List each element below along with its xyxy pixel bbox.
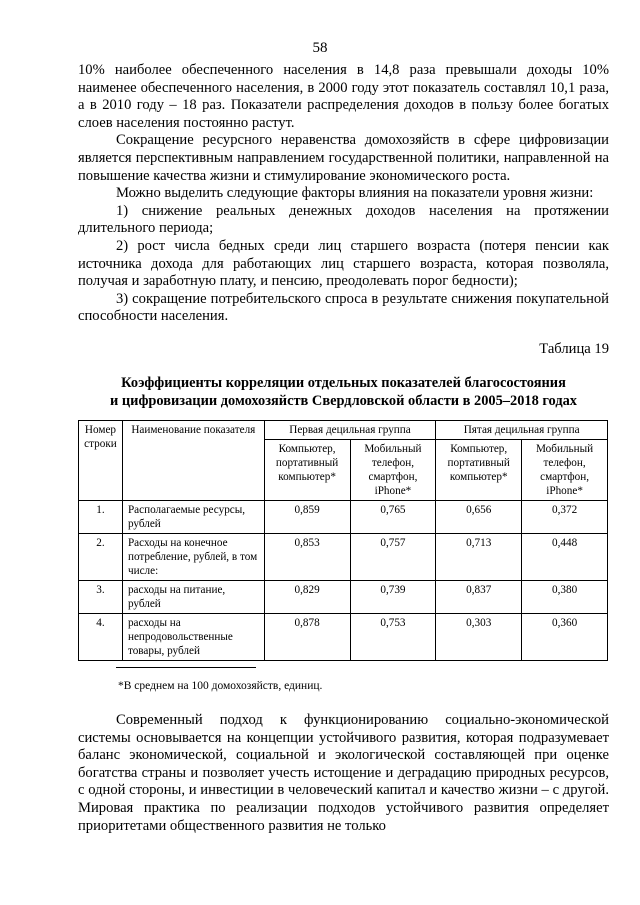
paragraph: Можно выделить следующие факторы влияния на показатели уровня жизни: bbox=[116, 185, 594, 202]
correlation-table bbox=[78, 420, 608, 661]
cell-value: 0,303 bbox=[436, 614, 522, 661]
cell-value: 0,360 bbox=[522, 614, 608, 661]
table-footnote: *В среднем на 100 домохозяйств, единиц. bbox=[118, 680, 323, 692]
cell-value: 0,372 bbox=[522, 501, 608, 534]
header-row-number: Номер строки bbox=[79, 421, 123, 501]
footnote-separator bbox=[116, 667, 256, 668]
paragraph: Современный подход к функционированию социально-экономической системы основывается на концепции устойчивого развития, которая подразумевает баланс экономической, социальной и экологической составляющей при оценке богатства страны и позволяет учесть истощение и деградацию природных ресурсов, с одной стороны, и инвестиции в человеческий капитал и качество жизни – с другой. Мировая практика по реализации подходов устойчивого развития определяет приоритетами общественного развития не только bbox=[78, 712, 609, 834]
cell-value: 0,878 bbox=[264, 614, 350, 661]
cell-value: 0,837 bbox=[436, 581, 522, 614]
row-number: 4. bbox=[79, 614, 123, 661]
list-item: 2) рост числа бедных среди лиц старшего возраста (потеря пенсии как источника дохода для работающих лиц старшего возраста, которая позволяла, получая и заработную плату, и пенсию, преодолевать порог бедности); bbox=[78, 237, 609, 290]
cell-value: 0,829 bbox=[264, 581, 350, 614]
cell-value: 0,765 bbox=[350, 501, 436, 534]
table-row bbox=[79, 534, 608, 581]
body-text-top bbox=[78, 62, 609, 326]
table-title bbox=[78, 374, 609, 410]
cell-value: 0,656 bbox=[436, 501, 522, 534]
page-number: 58 bbox=[312, 40, 328, 56]
row-name: Расходы на конечное потребление, рублей, в том числе: bbox=[122, 534, 264, 581]
cell-value: 0,380 bbox=[522, 581, 608, 614]
header-first-decile-group: Первая децильная группа bbox=[264, 421, 436, 440]
header-indicator-name: Наименование показателя bbox=[122, 421, 264, 501]
cell-value: 0,739 bbox=[350, 581, 436, 614]
header-computer: Компьютер, портативный компьютер* bbox=[436, 440, 522, 501]
row-name: расходы на непродовольственные товары, рублей bbox=[122, 614, 264, 661]
row-name: Располагаемые ресурсы, рублей bbox=[122, 501, 264, 534]
table-caption: Таблица 19 bbox=[539, 341, 609, 357]
table-header-row bbox=[79, 421, 608, 440]
cell-value: 0,859 bbox=[264, 501, 350, 534]
header-mobile: Мобильный телефон, смартфон, iPhone* bbox=[350, 440, 436, 501]
cell-value: 0,448 bbox=[522, 534, 608, 581]
list-item: 3) сокращение потребительского спроса в результате снижения покупательной способности населения. bbox=[78, 290, 609, 325]
header-computer: Компьютер, портативный компьютер* bbox=[264, 440, 350, 501]
table-row bbox=[79, 501, 608, 534]
table-row bbox=[79, 581, 608, 614]
cell-value: 0,713 bbox=[436, 534, 522, 581]
list-item: 1) снижение реальных денежных доходов населения на протяжении длительного периода; bbox=[78, 202, 609, 237]
table-title-line: и цифровизации домохозяйств Свердловской области в 2005–2018 годах bbox=[109, 393, 578, 409]
cell-value: 0,757 bbox=[350, 534, 436, 581]
paragraph: Сокращение ресурсного неравенства домохозяйств в сфере цифровизации является перспективным направлением государственной политики, направленной на повышение качества жизни и стимулирование экономического роста. bbox=[78, 132, 609, 184]
header-fifth-decile-group: Пятая децильная группа bbox=[436, 421, 608, 440]
row-number: 2. bbox=[79, 534, 123, 581]
cell-value: 0,853 bbox=[264, 534, 350, 581]
table-title-line: Коэффициенты корреляции отдельных показателей благосостояния bbox=[121, 375, 566, 391]
table-row bbox=[79, 614, 608, 661]
row-name: расходы на питание, рублей bbox=[122, 581, 264, 614]
body-text-bottom bbox=[78, 712, 609, 835]
paragraph: 10% наиболее обеспеченного населения в 14,8 раза превышали доходы 10% наименее обеспеченного населения, в 2000 году этот показатель составлял 10,1 раза, а в 2010 году – 18 раз. Показатели распределения доходов в пользу более богатых слоев населения постоянно растут. bbox=[78, 62, 609, 131]
header-mobile: Мобильный телефон, смартфон, iPhone* bbox=[522, 440, 608, 501]
row-number: 1. bbox=[79, 501, 123, 534]
cell-value: 0,753 bbox=[350, 614, 436, 661]
row-number: 3. bbox=[79, 581, 123, 614]
